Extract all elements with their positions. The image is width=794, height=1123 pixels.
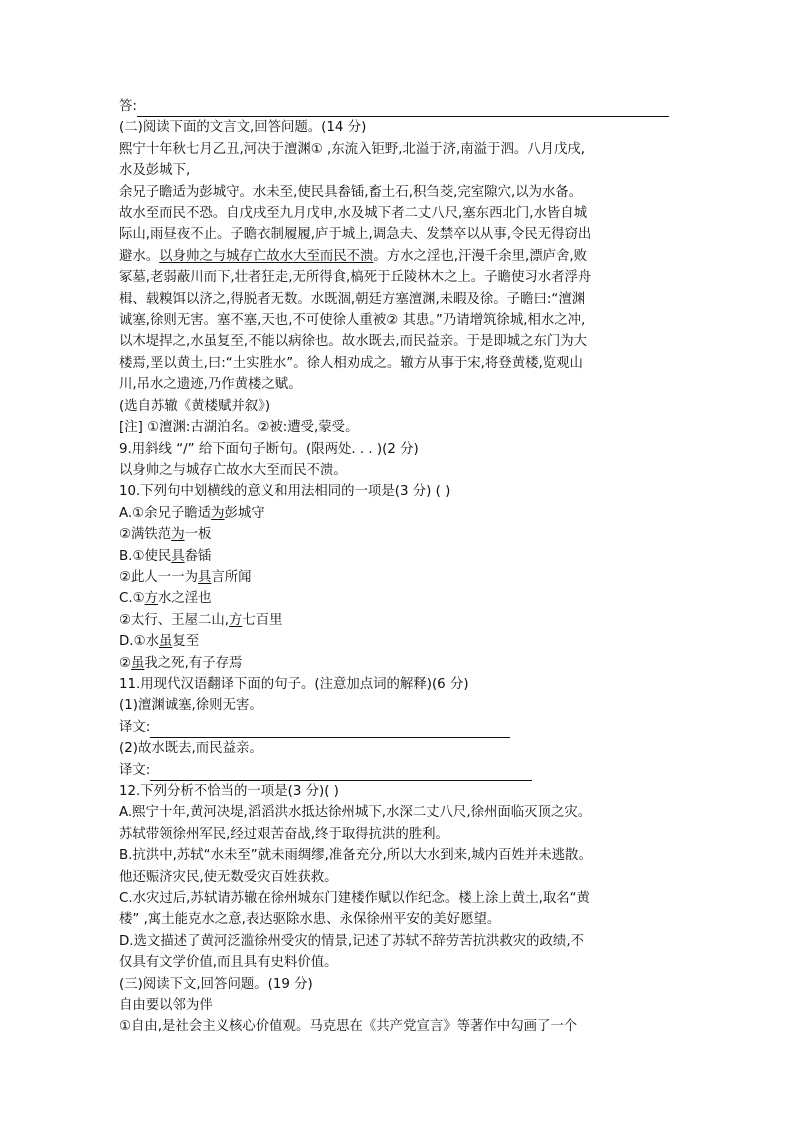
passage-line: 熙宁十年秋七月乙丑,河决于澶渊① ,东流入钜野,北溢于济,南溢于泗。八月戊戌, <box>119 141 586 157</box>
question-10: 10.下列句中划横线的意义和用法相同的一项是(3 分) ( ) <box>119 484 451 500</box>
passage-line: 故水至而民不恐。自戊戌至九月戊申,水及城下者二丈八尺,塞东西北门,水皆自城 <box>119 206 588 222</box>
footnote: [注] ①澶渊:古湖泊名。②被:遭受,蒙受。 <box>119 420 359 436</box>
translation-row-2 <box>119 760 681 781</box>
option-c-1: C.①方水之淫也 <box>119 591 212 607</box>
option-a-1: A.①余兄子瞻适为彭城守 <box>119 505 265 521</box>
q12-option-line: D.选文描述了黄河泛滥徐州受灾的情景,记述了苏轼不辞劳苦抗洪救灾的政绩,不 <box>119 933 584 949</box>
answer-blank[interactable] <box>137 100 669 117</box>
q12-option-line: A.熙宁十年,黄河决堤,滔滔洪水抵达徐州城下,水深二丈八尺,徐州面临灭顶之灾。 <box>119 805 592 821</box>
passage-line-underlined <box>119 246 681 267</box>
q12-option-line: 仅具有文学价值,而且具有史料价值。 <box>119 955 338 971</box>
option-d-2: ②虽我之死,有子存焉 <box>119 655 243 671</box>
passage-text: 避水。 <box>119 248 160 264</box>
answer-line-row <box>119 96 681 117</box>
question-9-sentence: 以身帅之与城存亡故水大至而民不溃。 <box>119 462 347 478</box>
answer-label: 答: <box>119 99 137 114</box>
passage-text: 。方水之淫也,汗漫千余里,漂庐舍,败 <box>373 248 588 264</box>
q12-option-line: 楼” ,寓土能克水之意,表达驱除水患、永保徐州平安的美好愿望。 <box>119 912 501 928</box>
passage-line: 楫、载糗饵以济之,得脱者无数。水既涸,朝廷方塞澶渊,未暇及徐。子瞻曰:“澶渊 <box>119 291 586 307</box>
q12-option-line: C.水灾过后,苏轼请苏辙在徐州城东门建楼作赋以作纪念。楼上涂上黄土,取名“黄 <box>119 891 590 907</box>
option-b-1: B.①使民具畚锸 <box>119 548 212 564</box>
question-11-2: (2)故水既去,而民益亲。 <box>119 741 263 757</box>
passage-line: 水及彭城下, <box>119 163 191 179</box>
passage-line: 川,吊水之遗迹,乃作黄楼之赋。 <box>119 377 302 393</box>
essay-title: 自由要以邻为伴 <box>119 998 213 1014</box>
underlined-sentence: 以身帅之与城存亡故水大至而民不溃 <box>159 248 374 264</box>
option-d-1: D.①水虽复至 <box>119 634 200 650</box>
translation-row-1 <box>119 717 681 738</box>
passage-line: 余兄子瞻适为彭城守。水未至,使民具畚锸,畜土石,积刍茭,完室隙穴,以为水备。 <box>119 184 583 200</box>
section3-heading: (三)阅读下文,回答问题。(19 分) <box>119 976 313 992</box>
question-12: 12.下列分析不恰当的一项是(3 分)( ) <box>119 784 339 799</box>
q12-option-line: B.抗洪中,苏轼“水未至”就未雨绸缪,准备充分,所以大水到来,城内百姓并未逃散。 <box>119 848 592 864</box>
essay-paragraph-1: ①自由,是社会主义核心价值观。马克思在《共产党宣言》等著作中勾画了一个 <box>119 1019 578 1035</box>
translation-blank-2[interactable] <box>150 764 532 781</box>
passage-line: 以木堤捍之,水虽复至,不能以病徐也。故水既去,而民益亲。于是即城之东门为大 <box>119 334 588 350</box>
source-citation: (选自苏辙《黄楼赋并叙》) <box>119 398 271 414</box>
document-page <box>119 96 681 1038</box>
option-a-2: ②满铁范为一板 <box>119 527 212 543</box>
passage-line: 楼焉,垩以黄土,曰:“土实胜水”。徐人相劝成之。辙方从事于宋,将登黄楼,览观山 <box>119 355 583 371</box>
q12-option-line: 他还赈济灾民,使无数受灾百姓获救。 <box>119 869 338 885</box>
translation-label: 译文: <box>119 762 151 778</box>
translation-blank-1[interactable] <box>150 721 510 738</box>
question-11-1: (1)澶渊诚塞,徐则无害。 <box>119 698 263 714</box>
option-b-2: ②此人一一为具言所闻 <box>119 569 252 585</box>
option-c-2: ②太行、王屋二山,方七百里 <box>119 612 283 628</box>
passage-line: 冢墓,老弱蔽川而下,壮者狂走,无所得食,槁死于丘陵林木之上。子瞻使习水者浮舟 <box>119 270 592 286</box>
question-9: 9.用斜线 “/” 给下面句子断句。(限两处. . . )(2 分) <box>119 441 419 457</box>
q12-option-line: 苏轼带领徐州军民,经过艰苦奋战,终于取得抗洪的胜利。 <box>119 826 449 842</box>
passage-line: 诚塞,徐则无害。塞不塞,天也,不可使徐人重被② 其患。”乃请增筑徐城,相水之冲, <box>119 313 586 329</box>
section2-heading: (二)阅读下面的文言文,回答问题。(14 分) <box>119 120 367 136</box>
question-11: 11.用现代汉语翻译下面的句子。(注意加点词的解释)(6 分) <box>119 676 469 692</box>
translation-label: 译文: <box>119 719 151 735</box>
passage-line: 际山,雨昼夜不止。子瞻衣制履履,庐于城上,调急夫、发禁卒以从事,令民无得窃出 <box>119 227 592 243</box>
